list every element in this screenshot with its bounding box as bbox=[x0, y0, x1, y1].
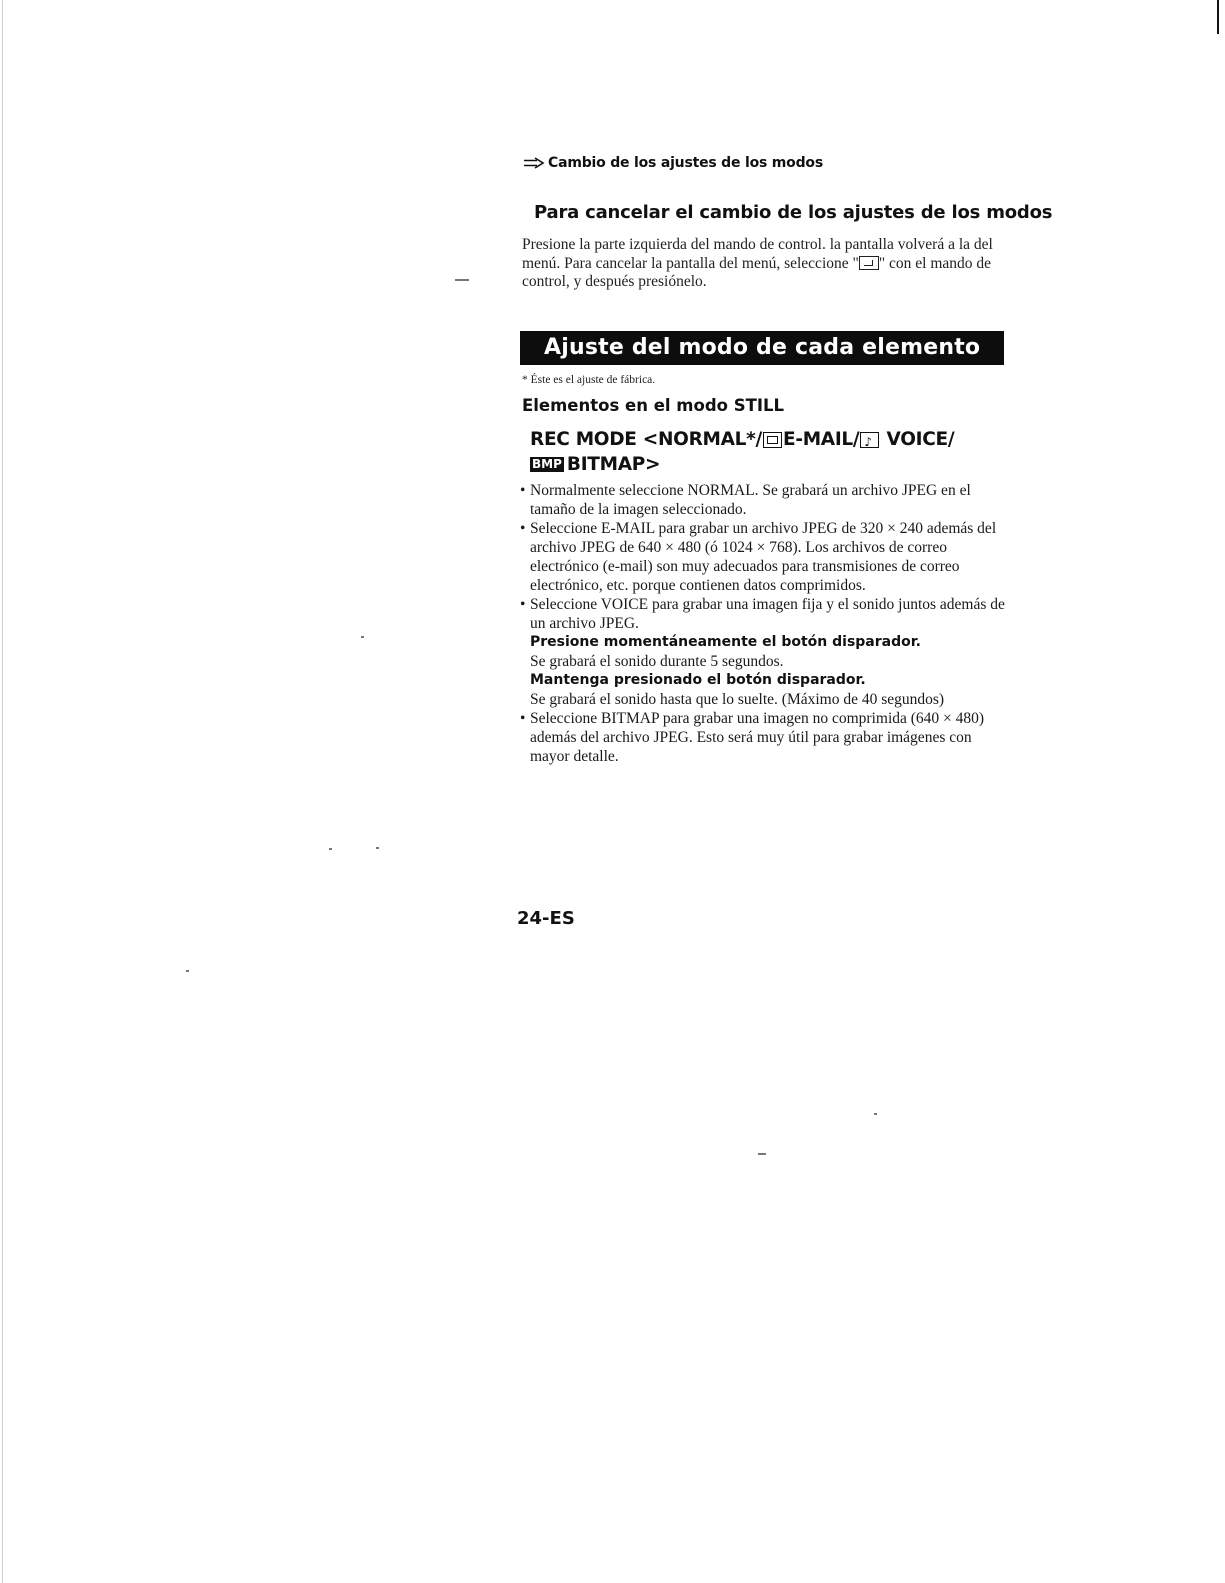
scan-edge-right bbox=[1217, 0, 1219, 34]
factory-setting-footnote: * Éste es el ajuste de fábrica. bbox=[522, 374, 656, 386]
cancel-text-part2: " con el mando de control, y después presiónelo. bbox=[522, 254, 992, 290]
list-item: • Seleccione E-MAIL para grabar un archivo JPEG de 320 × 240 además del archivo JPEG de 640 × 480 (ó 1024 × 768). Los archivos de correo electrónico (e-mail) son muy adecuados para transmisiones de correo electrónico, etc. porque contienen datos comprimidos. bbox=[520, 520, 997, 594]
rec-mode-voice: VOICE/ bbox=[880, 429, 955, 450]
rec-mode-email: E-MAIL/ bbox=[782, 429, 860, 450]
still-mode-title: Elementos en el modo STILL bbox=[522, 396, 785, 415]
scan-speck bbox=[376, 847, 379, 849]
breadcrumb bbox=[523, 155, 823, 171]
rec-mode-prefix: REC MODE <NORMAL*/ bbox=[530, 429, 762, 450]
scan-speck bbox=[758, 1153, 766, 1155]
scan-speck bbox=[361, 636, 364, 638]
breadcrumb-label: Cambio de los ajustes de los modos bbox=[548, 155, 823, 171]
voice-press-title: Presione momentáneamente el botón disparador. bbox=[530, 634, 921, 650]
bullet-bitmap: Seleccione BITMAP para grabar una imagen no comprimida (640 × 480) además del archivo JPEG. Esto será muy útil para grabar imágenes con mayor detalle. bbox=[530, 710, 985, 765]
section-banner bbox=[520, 331, 1004, 365]
scan-speck bbox=[329, 848, 332, 850]
cancel-text-part1: Presione la parte izquierda del mando de control. la pantalla volverá a la del menú. Para cancelar la pantalla del menú, seleccione " bbox=[522, 236, 993, 272]
bmp-badge-icon: BMP bbox=[532, 457, 562, 471]
section-banner-title: Ajuste del modo de cada elemento bbox=[544, 335, 981, 360]
cancel-section-title: Para cancelar el cambio de los ajustes de los modos bbox=[534, 202, 1053, 223]
voice-mode-icon bbox=[860, 432, 879, 448]
email-mode-icon bbox=[763, 432, 782, 448]
scan-speck bbox=[455, 279, 469, 281]
bullet-email: Seleccione E-MAIL para grabar un archivo JPEG de 320 × 240 además del archivo JPEG de 640 × 480 (ó 1024 × 768). Los archivos de correo electrónico (e-mail) son muy adecuados para transmisiones de correo electrónico, etc. porque contienen datos comprimidos. bbox=[530, 520, 997, 594]
rec-mode-heading bbox=[530, 427, 1000, 477]
bullet-normal: Normalmente seleccione NORMAL. Se grabará un archivo JPEG en el tamaño de la imagen seleccionado. bbox=[530, 482, 971, 518]
list-item: • Seleccione VOICE para grabar una imagen fija y el sonido juntos además de un archivo JPEG. bbox=[520, 596, 1005, 632]
voice-press-text: Se grabará el sonido durante 5 segundos. bbox=[530, 653, 784, 670]
cancel-section-text bbox=[522, 236, 1012, 292]
scan-speck bbox=[874, 1113, 877, 1115]
return-icon bbox=[859, 256, 879, 270]
list-item: • Seleccione BITMAP para grabar una imagen no comprimida (640 × 480) además del archivo JPEG. Esto será muy útil para grabar imágenes con mayor detalle. bbox=[520, 710, 985, 765]
scan-speck bbox=[186, 970, 189, 972]
page-number: 24-ES bbox=[517, 908, 575, 929]
bullet-voice: Seleccione VOICE para grabar una imagen fija y el sonido juntos además de un archivo JPEG. bbox=[530, 596, 1005, 632]
scan-edge-left bbox=[2, 0, 3, 1583]
voice-hold-title: Mantenga presionado el botón disparador. bbox=[530, 672, 866, 688]
voice-hold-text: Se grabará el sonido hasta que lo suelte. (Máximo de 40 segundos) bbox=[530, 691, 945, 708]
rec-mode-bitmap: BITMAP> bbox=[566, 454, 661, 475]
list-item: • Normalmente seleccione NORMAL. Se grabará un archivo JPEG en el tamaño de la imagen seleccionado. bbox=[520, 482, 971, 518]
rec-mode-bullets bbox=[520, 481, 1010, 766]
double-arrow-right-icon bbox=[523, 157, 545, 169]
